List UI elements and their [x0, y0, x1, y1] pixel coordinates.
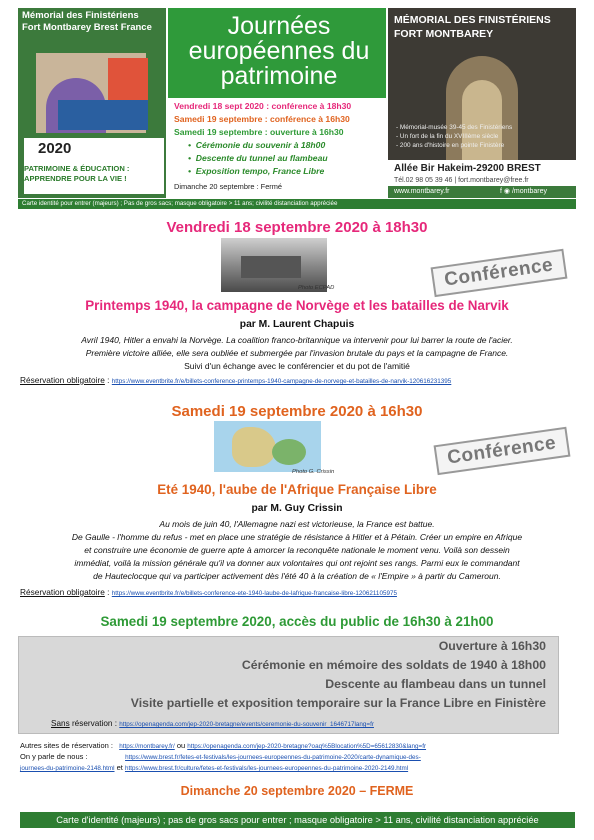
description-line: Suivi d'un échange avec le conférencier et du pot de l'amitié: [184, 361, 410, 371]
program-line: Dimanche 20 septembre : Fermé: [174, 182, 283, 191]
event2-photo-credit: Photo G. Crissin: [292, 469, 335, 475]
program-bullet-text: Cérémonie du souvenir à 18h00: [195, 140, 326, 150]
other-or: ou: [174, 741, 188, 750]
poster-artwork-shape: [58, 100, 148, 130]
reservation-label: Sans: [51, 719, 70, 728]
event1-speaker: par M. Laurent Chapuis: [239, 319, 355, 330]
photo-detail: [241, 256, 301, 278]
reservation-label: Réservation obligatoire: [20, 587, 105, 597]
event3-date: Samedi 19 septembre 2020, accès du public de 16h30 à 21h00: [100, 614, 494, 629]
event1-date: Vendredi 18 septembre 2020 à 18h30: [166, 219, 428, 236]
reservation-separator: :: [104, 587, 112, 597]
event3-program-box: [18, 636, 559, 734]
event1-reservation-link[interactable]: https://www.eventbrite.fr/e/billets-conference-printemps-1940-campagne-de-norvege-et-batailles-de-narvik-120616231395: [111, 378, 452, 385]
event2-map-photo: [214, 421, 321, 472]
reservation-label: Réservation obligatoire: [20, 375, 105, 385]
press-label: On y parle de nous :: [20, 752, 88, 761]
reservation-text: réservation :: [69, 719, 120, 728]
event1-photo: [221, 238, 327, 292]
program-bullet: • Descente du tunnel au flambeau: [188, 153, 328, 163]
event1-title: Printemps 1940, la campagne de Norvège et les batailles de Narvik: [85, 298, 509, 313]
event2-speaker: par M. Guy Crissin: [251, 503, 343, 514]
poster-motto-line1: PATRIMOINE & ÉDUCATION :: [24, 164, 130, 173]
program-item: Ouverture à 16h30: [438, 639, 546, 653]
reservation-separator: :: [104, 375, 112, 385]
program-bullet: • Cérémonie du souvenir à 18h00: [188, 140, 326, 150]
description-line: Avril 1940, Hitler a envahi la Norvège. La coalition franco-britannique va intervenir pour lui barrer la route de l'acier.: [81, 335, 513, 345]
poster-motto: [24, 164, 129, 184]
poster-title-line2: Fort Montbarey Brest France: [22, 22, 152, 33]
program-bullet-text: Exposition tempo, France Libre: [195, 166, 325, 176]
other-label: Autres sites de réservation :: [20, 741, 113, 750]
program-bullet-text: Descente du tunnel au flambeau: [195, 153, 328, 163]
program-item: Visite partielle et exposition temporaire sur la France Libre en Finistère: [130, 696, 546, 710]
montbarey-link[interactable]: https://montbarey.fr/: [119, 743, 175, 750]
event1-description: [14, 334, 580, 373]
event1-photo-credit: Photo ECPAD: [298, 285, 335, 291]
description-line: immédiat, voilà la mission générale qu'il va donner aux volontaires qui ont rejoint ses rangs. Parmi eux le commandant: [74, 558, 520, 568]
conference-stamp: Conférence: [434, 427, 570, 475]
bottom-conditions-bar: Carte d'identité (majeurs) ; pas de gros sacs pour entrer ; masque obligatoire > 11 ans, civilité distanciation appréciée: [20, 812, 575, 828]
banner-program: [168, 8, 386, 198]
other-reservation-sites: [20, 741, 426, 750]
event2-description: [14, 518, 580, 583]
banner-memorial: [388, 8, 576, 198]
banner-footer-note: Carte identité pour entrer (majeurs) ; Pas de gros sacs; masque obligatoire > 11 ans; civilité distanciation appréciée: [18, 199, 576, 209]
description-line: Première victoire alliée, elle sera oubliée et submergée par l'invasion brutale du pays et la campagne de France.: [85, 348, 509, 358]
program-item: Descente au flambeau dans un tunnel: [325, 677, 546, 691]
conference-stamp: Conférence: [431, 249, 567, 297]
press-and: et: [114, 763, 125, 772]
map-landmass: [272, 439, 306, 465]
program-item: Cérémonie en mémoire des soldats de 1940 à 18h00: [241, 658, 546, 672]
press-mentions: [20, 752, 421, 761]
memorial-title-line2: FORT MONTBAREY: [394, 28, 494, 40]
memorial-contact: Tél.02 98 05 39 46 | fort.montbarey@free.fr: [394, 177, 529, 184]
brest-culture-link[interactable]: https://www.brest.fr/culture/fetes-et-festivals/les-journees-europeennes-du-patrimoine-2020-2149.html: [124, 765, 409, 772]
memorial-info: - Un fort de la fin du XVIIIème siècle: [396, 133, 499, 140]
openagenda-link[interactable]: https://openagenda.com/jep-2020-bretagne?oaq%5Blocation%5D=65612830&lang=fr: [187, 743, 427, 750]
brest-map-link-continued[interactable]: journees-du-patrimoine-2148.html: [20, 765, 115, 772]
event2-date: Samedi 19 septembre 2020 à 16h30: [171, 403, 423, 420]
event2-reservation: [20, 587, 397, 597]
memorial-info: - 200 ans d'histoire en pointe Finistère: [396, 142, 505, 149]
poster-year: 2020: [38, 140, 72, 157]
memorial-title-line1: MÉMORIAL DES FINISTÉRIENS: [394, 14, 551, 26]
event3-reservation-link[interactable]: https://openagenda.com/jep-2020-bretagne/events/ceremonie-du-souvenir_1646717lang=fr: [119, 721, 374, 728]
poster-motto-line2: APPRENDRE POUR LA VIE !: [24, 174, 127, 183]
program-line: Samedi 19 septembre : ouverture à 16h30: [174, 127, 344, 137]
event3-reservation: [51, 719, 374, 728]
program-title: Journées européennes du patrimoine: [188, 12, 370, 90]
header-banner: [18, 8, 576, 210]
memorial-address: Allée Bir Hakeim-29200 BREST: [394, 163, 541, 174]
brest-map-link[interactable]: https://www.brest.fr/fetes-et-festivals/les-journees-europeennes-du-patrimoine-2020/carte-dynamique-des-: [125, 754, 421, 761]
description-line: Au mois de juin 40, l'Allemagne nazi est victorieuse, la France est battue.: [159, 519, 435, 529]
event2-title: Eté 1940, l'aube de l'Afrique Française Libre: [157, 482, 437, 497]
event2-reservation-link[interactable]: https://www.eventbrite.fr/e/billets-conference-ete-1940-laube-de-lafrique-francaise-libre-120621105975: [111, 590, 397, 597]
poster-title-line1: Mémorial des Finistériens: [22, 10, 139, 21]
closed-day: Dimanche 20 septembre 2020 – FERME: [180, 784, 414, 798]
description-line: De Gaulle - l'homme du refus - met en place une stratégie de résistance à Hitler et à Pétain. Créer un empire en Afrique: [71, 532, 523, 542]
banner-poster-left: [18, 8, 166, 198]
memorial-info: - Mémorial-musée 39-45 des Finistériens: [396, 124, 513, 131]
press-mentions-continued: [20, 763, 408, 772]
memorial-website: www.montbarey.fr: [394, 188, 450, 195]
social-icons: f ◉ /montbarey: [500, 188, 547, 195]
program-line: Vendredi 18 sept 2020 : conférence à 18h30: [174, 101, 352, 111]
program-bullet: • Exposition tempo, France Libre: [188, 166, 325, 176]
event1-reservation: [20, 375, 451, 385]
map-landmass: [232, 427, 276, 467]
program-line: Samedi 19 septembre : conférence à 16h30: [174, 114, 350, 124]
description-line: et construire une économie de guerre apte à amorcer la reconquête nationale le moment venu. Voilà son dessein: [84, 545, 510, 555]
description-line: de Hauteclocque qui va participer activement dès l'été 40 à la création de « l'Empire » à partir du Cameroun.: [93, 571, 501, 581]
